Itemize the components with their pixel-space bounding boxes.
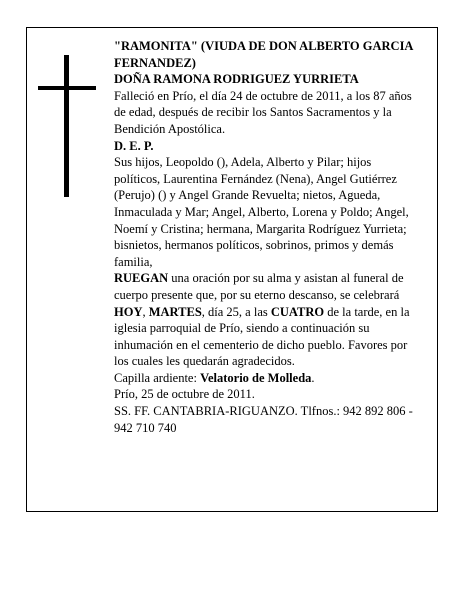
cross-vertical-bar — [64, 55, 69, 197]
funeral-home: SS. FF. CANTABRIA-RIGUANZO. Tlfnos.: 942 892 806 - 942 710 740 — [114, 404, 413, 435]
family-list: Sus hijos, Leopoldo (), Adela, Alberto y Pilar; hijos políticos, Laurentina Fernández (Nena), Angel Gutiérrez (Perujo) () y Angel Grande Revuelta; nietos, Agueda, Inmaculada y Mar; Angel, Alberto, Lorena y Poldo; Angel, Noemí y Cristina; hermana, Margarita Rodríguez Yurrieta; bisnietos, hermanos políticos, sobrinos, primos y demás familia, — [114, 155, 409, 269]
funeral-request — [114, 270, 420, 370]
chapel-label: Capilla ardiente: — [114, 370, 201, 385]
notice-heading-nickname: "RAMONITA" (VIUDA DE DON ALBERTO GARCIA FERNANDEZ) — [114, 39, 413, 70]
ruegan-word: RUEGAN — [114, 271, 169, 286]
chapel-line — [114, 370, 420, 387]
notice-heading-name: DOÑA RAMONA RODRIGUEZ YURRIETA — [114, 72, 359, 87]
martes-word: MARTES — [148, 304, 202, 319]
chapel-end: . — [311, 370, 315, 385]
cross-horizontal-bar — [38, 86, 96, 90]
hoy-word: HOY — [114, 304, 143, 319]
place-date: Prío, 25 de octubre de 2011. — [114, 387, 255, 402]
request-text-3: de la tarde, en la iglesia parroquial de Prío, siendo a continuación su inhumación en el cementerio de dicho pueblo. Favores por los cuales les quedarán agradecidos. — [114, 304, 410, 369]
dep-line: D. E. P. — [114, 138, 154, 153]
notice-text — [114, 38, 420, 436]
chapel-place: Velatorio de Molleda — [200, 370, 312, 385]
cross-icon — [38, 55, 96, 197]
cuatro-word: CUATRO — [270, 304, 325, 319]
request-text-1: una oración por su alma y asistan al funeral de cuerpo presente que, por su eterno descanso, se celebrará — [114, 271, 404, 302]
request-text-2: , día 25, a las — [201, 304, 271, 319]
death-announcement: Falleció en Prío, el día 24 de octubre de 2011, a los 87 años de edad, después de recibir los Santos Sacramentos y la Bendición Apostólica. — [114, 88, 412, 136]
request-separator: , — [142, 304, 149, 319]
